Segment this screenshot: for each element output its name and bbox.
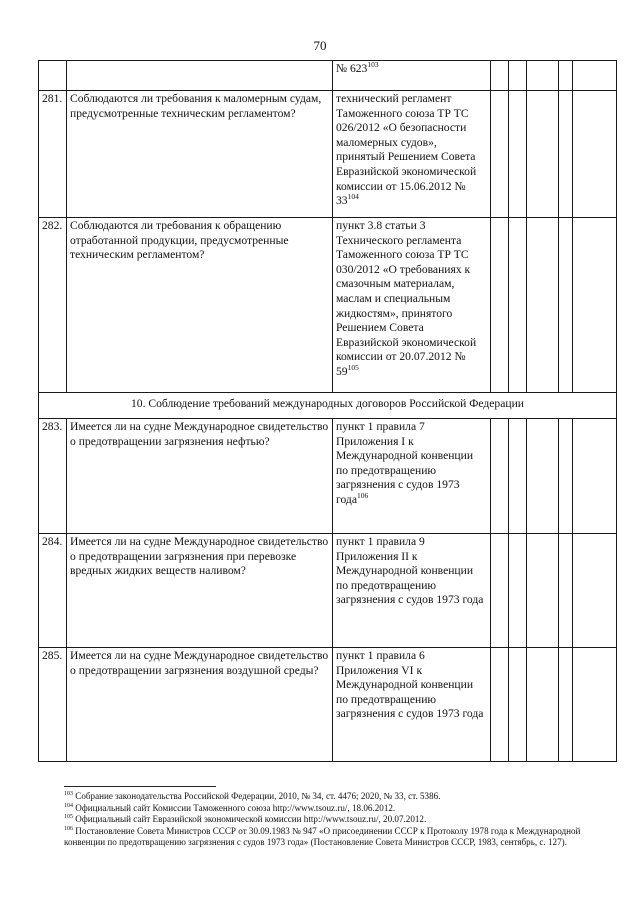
section-title: 10. Соблюдение требований международных договоров Российской Федерации — [39, 393, 617, 419]
requirement-text: Соблюдаются ли требования к маломерным судам, предусмотренные техническим регламентом? — [67, 91, 333, 218]
basis-cell — [333, 218, 491, 393]
notes-cell — [573, 648, 617, 762]
answer-extra-cell — [559, 419, 573, 534]
answer-no-cell — [509, 218, 527, 393]
answer-yes-cell — [491, 218, 509, 393]
checklist-table — [38, 60, 617, 762]
footnote-105 — [64, 814, 612, 826]
requirement-text: Имеется ли на судне Международное свидетельство о предотвращении загрязнения нефтью? — [67, 419, 333, 534]
answer-no-cell — [509, 534, 527, 648]
answer-no-cell — [509, 648, 527, 762]
table-row-continuation — [39, 61, 617, 91]
answer-extra-cell — [559, 218, 573, 393]
basis-text: № 623 — [336, 62, 368, 75]
row-number: 282. — [39, 218, 67, 393]
footnote-text: Официальный сайт Евразийской экономической комиссии http://www.tsouz.ru/, 20.07.2012. — [75, 814, 427, 825]
section-header-row — [39, 393, 617, 419]
page-number: 70 — [313, 38, 327, 53]
answer-extra-cell — [559, 61, 573, 91]
footnote-text: Собрание законодательства Российской Федерации, 2010, № 34, ст. 4476; 2020, № 33, ст. 5386. — [75, 791, 441, 801]
answer-no-cell — [509, 91, 527, 218]
notes-cell — [573, 534, 617, 648]
requirement-text: Имеется ли на судне Международное свидетельство о предотвращении загрязнения воздушной среды? — [67, 648, 333, 762]
footnote-divider — [64, 786, 216, 787]
notes-cell — [573, 91, 617, 218]
answer-na-cell — [527, 419, 559, 534]
footnote-104 — [64, 803, 612, 815]
row-number: 281. — [39, 91, 67, 218]
table-row-283 — [39, 419, 617, 534]
footnote-id: 105 — [64, 814, 73, 821]
footnote-text: Официальный сайт Комиссии Таможенного союза http://www.tsouz.ru/, 18.06.2012. — [75, 802, 396, 813]
answer-extra-cell — [559, 648, 573, 762]
row-number: 285. — [39, 648, 67, 762]
basis-text: пункт 3.8 статьи 3 Технического регламента Таможенного союза ТР ТС 030/2012 «О требованиях к смазочным материалам, маслам и специальным жидкостям», принятого Решением Совета Евразийской экономической комиссии от 20.07.2012 № 59 — [336, 219, 477, 378]
table-row-281 — [39, 91, 617, 218]
basis-cell — [333, 91, 491, 218]
answer-yes-cell — [491, 419, 509, 534]
footnote-ref: 105 — [347, 363, 359, 373]
answer-extra-cell — [559, 534, 573, 648]
answer-na-cell — [527, 218, 559, 393]
footnote-id: 106 — [64, 825, 73, 832]
answer-na-cell — [527, 61, 559, 91]
requirement-text: Соблюдаются ли требования к обращению отработанной продукции, предусмотренные техническим регламентом? — [67, 218, 333, 393]
basis-text: технический регламент Таможенного союза ТР ТС 026/2012 «О безопасности маломерных судов», принятый Решением Совета Евразийской экономической комиссии от 15.06.2012 № 33 — [336, 92, 477, 208]
footnote-text: Постановление Совета Министров СССР от 30.09.1983 № 947 «О присоединении СССР к Протоколу 1978 года к Международной конвенции по предотвращению загрязнения с судов 1973 года» (Постановление Совета Министров СССР, 1983, сентябрь, с. 127). — [64, 825, 581, 848]
answer-extra-cell — [559, 91, 573, 218]
table-row-282 — [39, 218, 617, 393]
basis-cell — [333, 419, 491, 534]
basis-text: пункт 1 правила 6 Приложения VI к Международной конвенции по предотвращению загрязнения с судов 1973 года — [336, 649, 484, 721]
answer-no-cell — [509, 61, 527, 91]
footnotes — [64, 786, 612, 849]
notes-cell — [573, 61, 617, 91]
basis-cell — [333, 534, 491, 648]
notes-cell — [573, 419, 617, 534]
footnote-106 — [64, 826, 612, 849]
footnote-id: 103 — [64, 790, 73, 797]
answer-na-cell — [527, 91, 559, 218]
row-number: 284. — [39, 534, 67, 648]
footnote-ref: 106 — [356, 491, 369, 501]
requirement-cell — [67, 61, 333, 91]
requirement-text: Имеется ли на судне Международное свидетельство о предотвращении загрязнения при перевозке вредных жидких веществ наливом? — [67, 534, 333, 648]
answer-yes-cell — [491, 61, 509, 91]
answer-yes-cell — [491, 648, 509, 762]
row-number-cell — [39, 61, 67, 91]
footnote-ref: 104 — [347, 192, 359, 202]
answer-yes-cell — [491, 91, 509, 218]
footnote-103 — [64, 791, 612, 803]
basis-text: пункт 1 правила 7 Приложения I к Международной конвенции по предотвращению загрязнения с судов 1973 года — [336, 420, 474, 506]
answer-na-cell — [527, 534, 559, 648]
basis-cell — [333, 648, 491, 762]
answer-yes-cell — [491, 534, 509, 648]
footnote-ref: 103 — [367, 60, 379, 70]
answer-no-cell — [509, 419, 527, 534]
answer-na-cell — [527, 648, 559, 762]
notes-cell — [573, 218, 617, 393]
footnote-id: 104 — [64, 802, 73, 809]
row-number: 283. — [39, 419, 67, 534]
basis-cell — [333, 61, 491, 91]
table-row-284 — [39, 534, 617, 648]
basis-text: пункт 1 правила 9 Приложения II к Международной конвенции по предотвращению загрязнения с судов 1973 года — [336, 535, 484, 607]
table-row-285 — [39, 648, 617, 762]
